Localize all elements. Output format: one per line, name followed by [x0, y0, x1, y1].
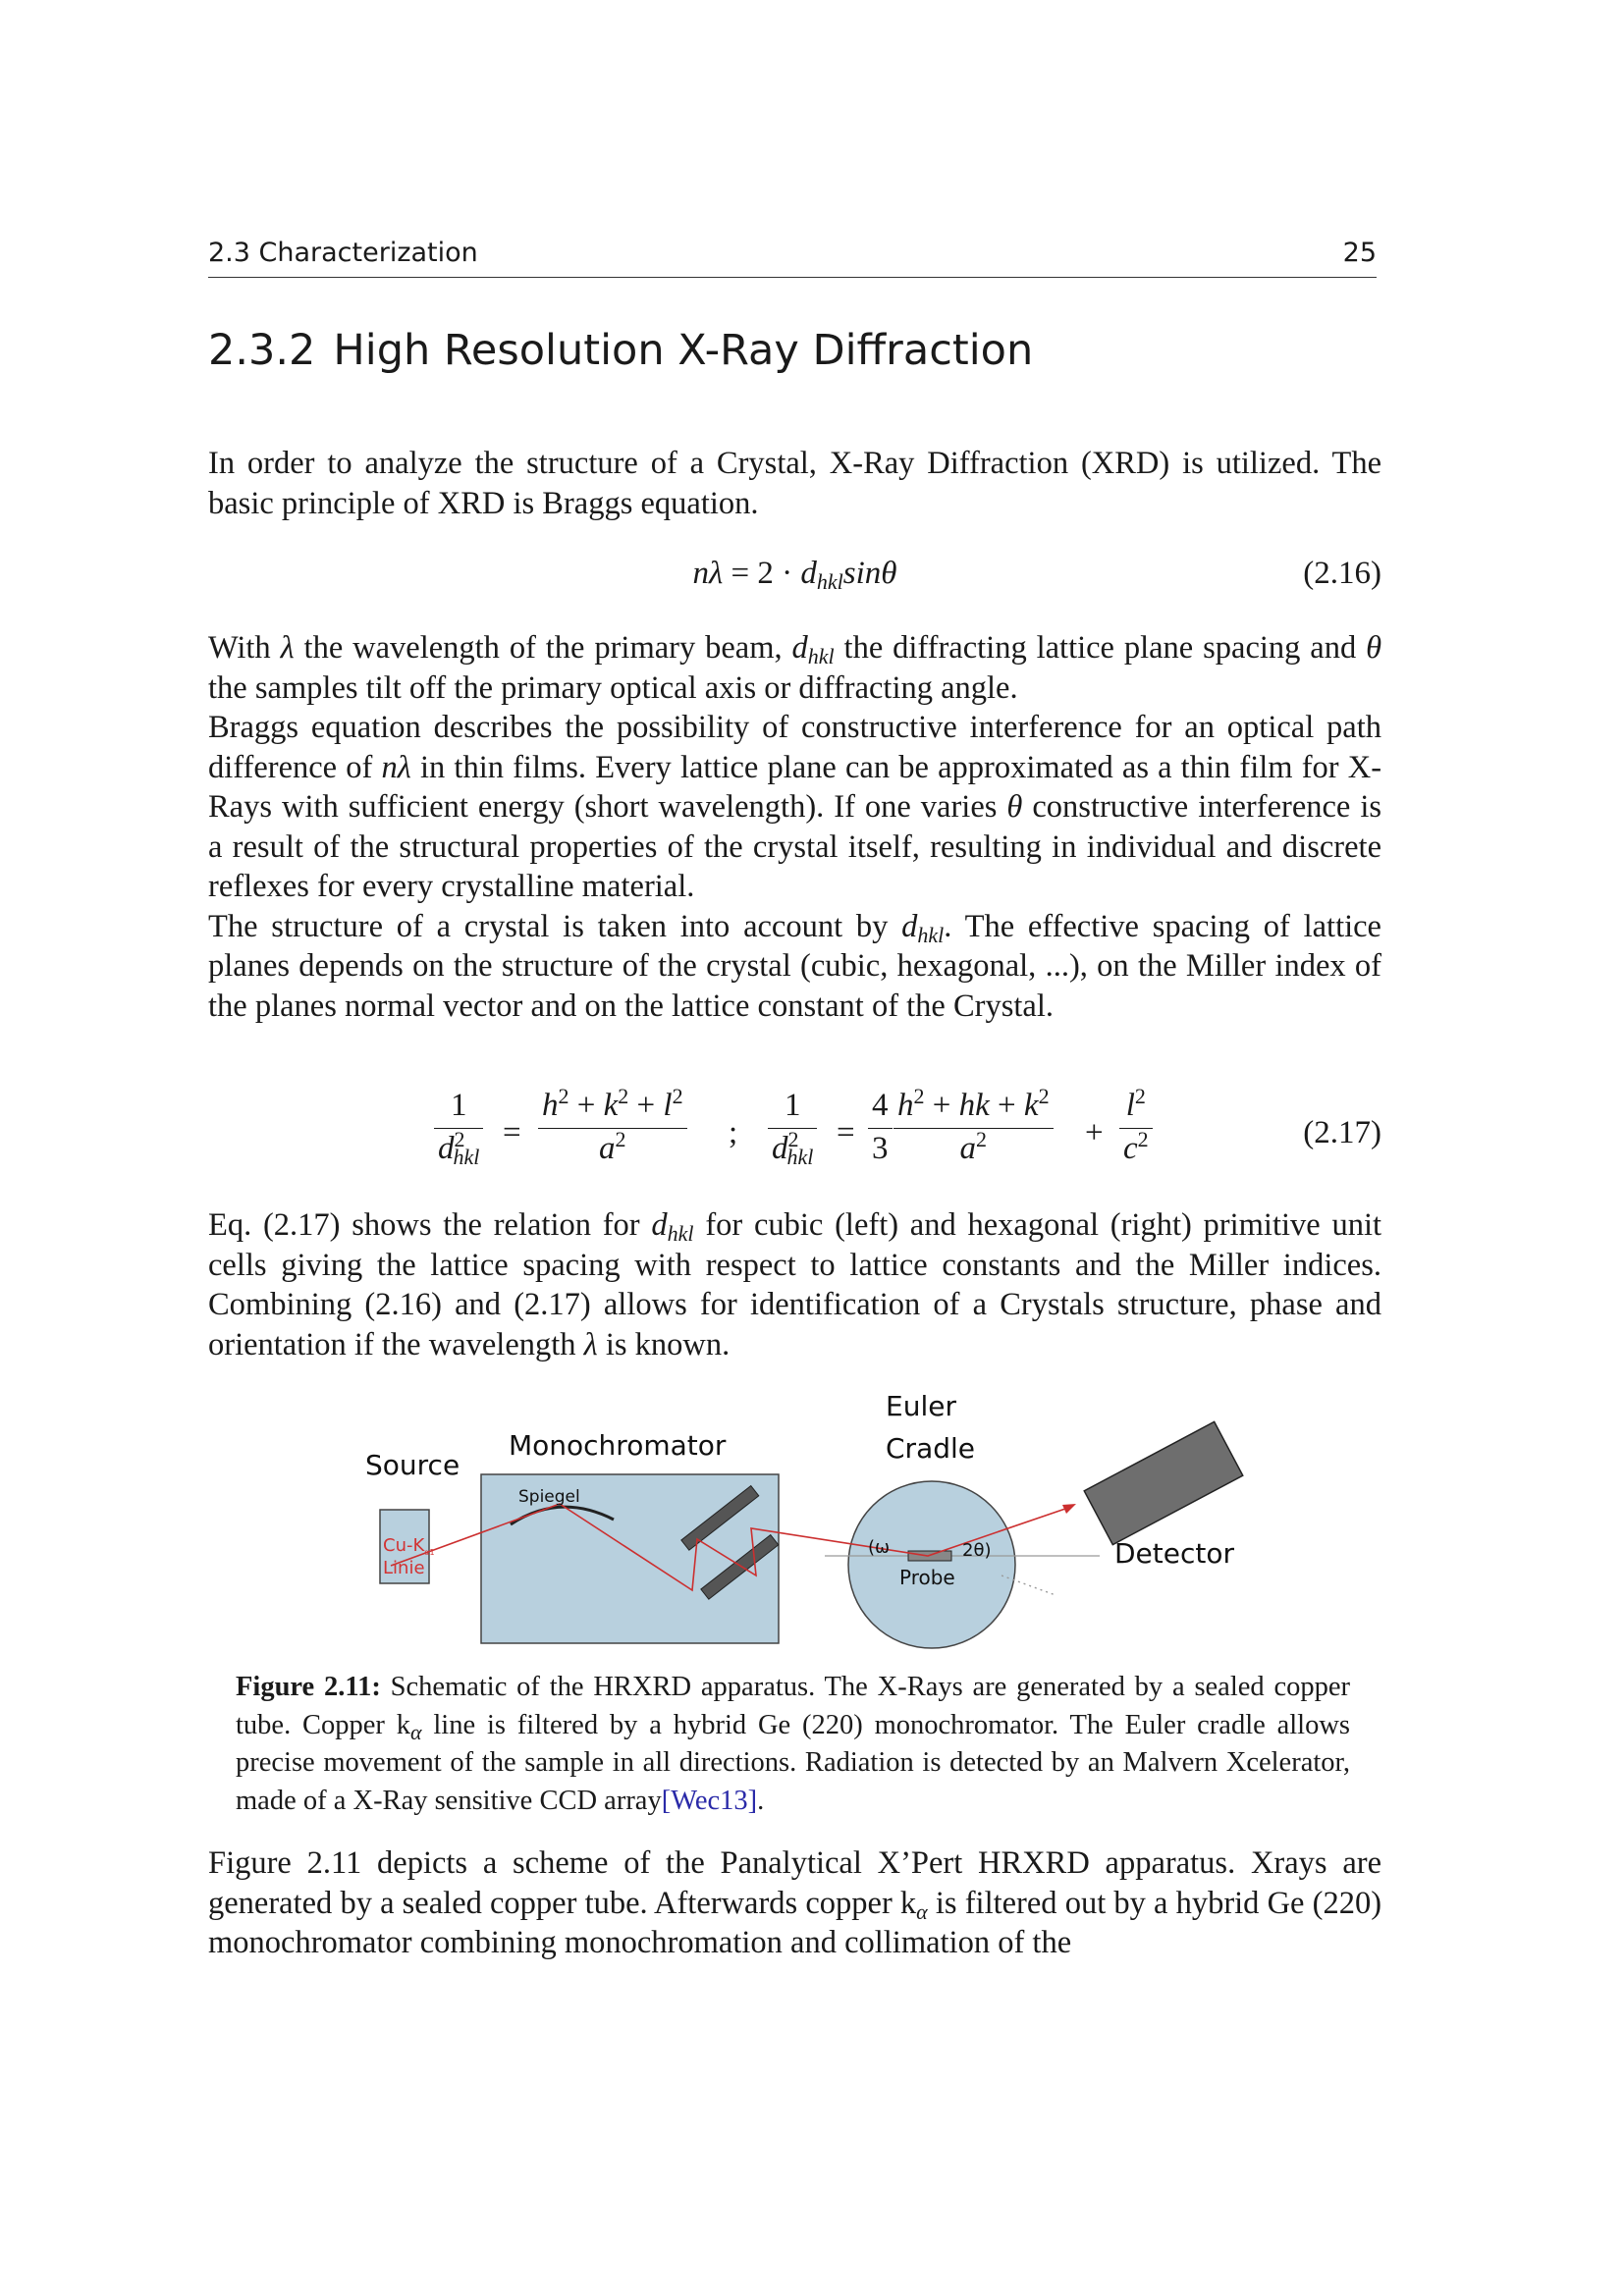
body-text: is known. [605, 1326, 731, 1362]
body-text: . The effective spacing of lattice planes depends on the structure of the crystal (cubic, hexagonal, ...), on the Miller index of the planes normal vector and on the lattice constant of the Crystal. [208, 908, 1381, 1024]
body-text: the wavelength of the primary beam, [303, 630, 783, 666]
fraction-cubic-right: $\frac{h^2 + k^2 + l^2}{a^2}$ [538, 1088, 687, 1167]
equation-2-16 [208, 556, 1381, 614]
citation-link[interactable]: [Wec13] [661, 1785, 758, 1816]
section-number: 2.3.2 [208, 326, 316, 375]
fraction-hex-left: 1 $d^2_{hkl}$ [768, 1088, 817, 1167]
beam-arrowhead [1062, 1504, 1076, 1514]
label-probe: Probe [899, 1566, 955, 1589]
body-text: is filtered out by a hybrid Ge (220) monochromator combining monochromation and collimation of the [208, 1885, 1382, 1960]
bragg-equation: $n\lambda = 2 \cdot d_{hkl}\sin\theta$ [692, 556, 897, 594]
equation-number: (2.17) [1303, 1115, 1381, 1150]
body-text: the samples tilt off the primary optical axis or diffracting angle. [208, 669, 1018, 706]
page-number: 25 [1342, 238, 1377, 268]
equation-number: (2.16) [1303, 556, 1381, 591]
label-source: Source [365, 1449, 460, 1481]
equation-separator: ; [729, 1115, 738, 1150]
intro-paragraph: In order to analyze the structure of a Crystal, X-Ray Diffraction (XRD) is utilized. The basic principle of XRD is Braggs equation. [208, 446, 1381, 521]
body-text: the diffracting lattice plane spacing and [843, 630, 1357, 666]
figure-hrxrd-schematic [363, 1394, 1267, 1654]
detector-box [1084, 1421, 1243, 1544]
equals-sign: = [503, 1115, 521, 1150]
label-detector: Detector [1114, 1537, 1235, 1570]
label-monochromator: Monochromator [509, 1429, 727, 1462]
plus-sign: + [1085, 1115, 1104, 1150]
fraction-hex-right: $\frac{h^2 + hk + k^2}{a^2}$ [893, 1088, 1054, 1167]
label-euler: Euler [886, 1394, 956, 1422]
equation-2-17 [208, 1080, 1381, 1198]
closing-paragraph: Figure 2.11 depicts a scheme of the Panalytical X’Pert HRXRD apparatus. Xrays are generated by a sealed copper tube. Afterwards copper $k_\alpha$ is filtered out by a hybrid Ge (220) monochromator combining monochromation and collimation of the [208, 1845, 1382, 1960]
caption-label: Figure 2.11: [236, 1672, 381, 1702]
figure-caption: Figure 2.11: Schematic of the HRXRD apparatus. The X-Rays are generated by a sealed copper tube. Copper $k_\alpha$ line is filtered by a hybrid Ge (220) monochromator. The Euler cradle allows precise movement of the sample in all directions. Radiation is detected by an Malvern Xcelerator, made of a X-Ray sensitive CCD array[Wec13]. [236, 1672, 1350, 1816]
label-omega: (ω [868, 1537, 891, 1558]
caption-text: Schematic of the HRXRD apparatus. The X-Rays are generated by a sealed copper tube. Copper k [236, 1672, 1350, 1740]
caption-text: . [757, 1785, 765, 1816]
caption-text: line is filtered by a hybrid Ge (220) monochromator. The Euler cradle allows precise movement of the sample in all directions. Radiation is detected by an Malvern Xcelerator, made of a X-Ray sensitive CCD array [236, 1709, 1350, 1816]
label-linie: Linie [383, 1558, 425, 1578]
fraction-c: $\frac{l^2}{c^2}$ [1119, 1088, 1153, 1167]
body-text: for cubic (left) and hexagonal (right) primitive unit cells giving the lattice spacing with respect to lattice constants and the Miller indices. Combining (2.16) and (2.17) allows for identification of a Crystals structure, phase and orientation if the wavelength [208, 1207, 1382, 1362]
label-spiegel: Spiegel [518, 1487, 580, 1507]
label-two-theta: 2θ) [962, 1540, 992, 1561]
label-cu-k: $Cu-K_{\alpha 1}$ [383, 1535, 435, 1557]
body-paragraph-2: Eq. (2.17) shows the relation for $d_{hkl}$ for cubic (left) and hexagonal (right) primitive unit cells giving the lattice spacing with respect to lattice constants and the Miller indices. Combining (2.16) and (2.17) allows for identification of a Crystals structure, phase and orientation if the wavelength λ is known. [208, 1207, 1382, 1362]
euler-cradle-circle [848, 1481, 1015, 1648]
body-text: Braggs equation describes the possibility of constructive interference for an optical path difference of [208, 710, 1381, 785]
label-cradle: Cradle [886, 1432, 975, 1465]
running-header [208, 236, 1377, 278]
equals-sign: = [837, 1115, 855, 1150]
body-text: in thin films. Every lattice plane can be approximated as a thin film for X-Rays with sufficient energy (short wavelength). If one varies [208, 749, 1382, 825]
body-paragraph-1: With λ the wavelength of the primary beam, $d_{hkl}$ the diffracting lattice plane spacing and θ the samples tilt off the primary optical axis or diffracting angle. Braggs equation describes the possibility of constructive interference for an optical path difference of nλ in thin films. Every lattice plane can be approximated as a thin film for X-Rays with sufficient energy (short wavelength). If one varies θ constructive interference is a result of the structural properties of the crystal itself, resulting in individual and discrete reflexes for every crystalline material. The structure of a crystal is taken into account by $d_{hkl}$. The effective spacing of lattice planes depends on the structure of the crystal (cubic, hexagonal, ...), on the Miller index of the planes normal vector and on the lattice constant of the Crystal. [208, 630, 1382, 1024]
body-text: Eq. (2.17) shows the relation for [208, 1207, 640, 1243]
running-header-section: 2.3 Characterization [208, 238, 478, 268]
fraction-cubic-left: 1 $d^2_{hkl}$ [434, 1088, 483, 1167]
fraction-four-thirds: $\frac{4}{3}$ [868, 1088, 893, 1167]
section-title: High Resolution X-Ray Diffraction [333, 326, 1034, 375]
body-text: Figure 2.11 depicts a scheme of the Panalytical X’Pert HRXRD apparatus. Xrays are generated by a sealed copper tube. Afterwards copper k [208, 1845, 1381, 1921]
section-heading [208, 326, 1033, 375]
body-text: The structure of a crystal is taken into account by [208, 908, 889, 944]
body-text: constructive interference is a result of the structural properties of the crystal itself, resulting in individual and discrete reflexes for every crystalline material. [208, 789, 1382, 904]
